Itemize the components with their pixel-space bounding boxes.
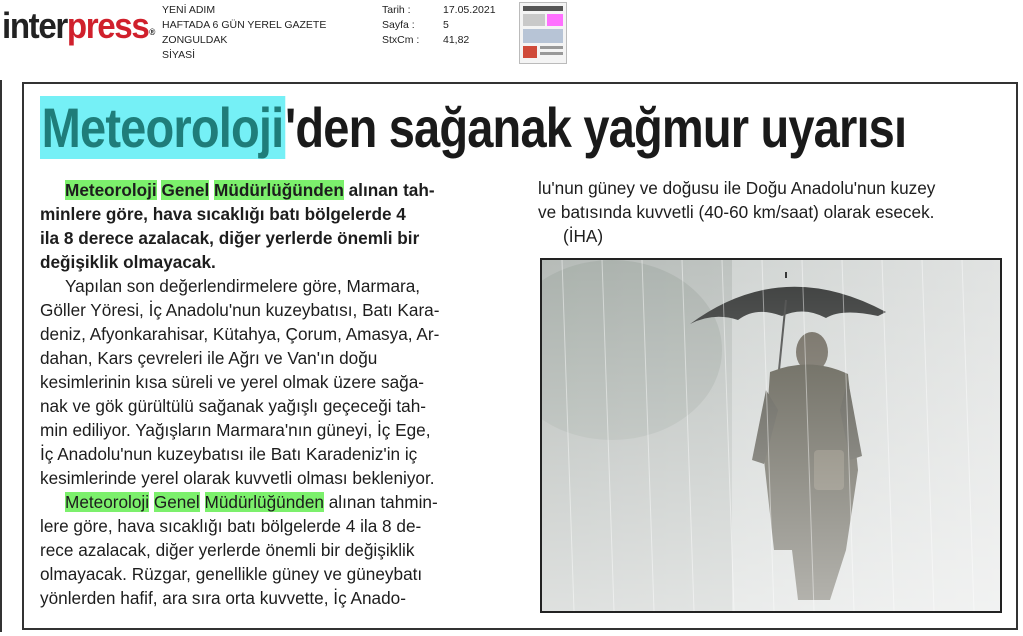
meta-values <box>443 3 496 48</box>
body-line: rece azalacak, diğer yerlerde önemli bir değişiklik <box>40 540 415 560</box>
body-line: dahan, Kars çevreleri ile Ağrı ve Van'ın doğu <box>40 348 378 368</box>
body-line: olmayacak. Rüzgar, genellikle güney ve güneybatı <box>40 564 423 584</box>
registered-mark: ® <box>149 27 155 37</box>
body-line: kesimlerinin kısa süreli ve yerel olmak üzere sağa- <box>40 372 424 392</box>
body-line: kesimlerinde yerel olarak kuvvetli olması bekleniyor. <box>40 468 435 488</box>
lead-line-2: minlere göre, hava sıcaklığı batı bölgelerde 4 <box>40 204 406 224</box>
body-line: lere göre, hava sıcaklığı batı bölgelerde 4 ila 8 de- <box>40 516 422 536</box>
lead-line-4: değişiklik olmayacak. <box>40 252 216 272</box>
body-line: Göller Yöresi, İç Anadolu'nun kuzeybatısı, Batı Kara- <box>40 300 440 320</box>
headline <box>40 88 906 168</box>
page-thumbnail[interactable] <box>519 2 567 64</box>
headline-rest: 'den sağanak yağmur uyarısı <box>285 96 907 159</box>
body-line: İç Anadolu'nun kuzeybatısı ile Batı Karadeniz'in iç <box>40 444 418 464</box>
date-value: 17.05.2021 <box>443 4 496 16</box>
article-column-1 <box>40 178 520 610</box>
article-column-2 <box>538 176 1008 248</box>
meta-labels: Tarih : Sayfa : StxCm : <box>382 4 420 46</box>
body-line: nak ve gök gürültülü sağanak yağışlı geçeceği tah- <box>40 396 427 416</box>
date-label: Tarih <box>382 4 405 16</box>
page-label: Sayfa <box>382 19 409 31</box>
body-line: ve batısında kuvvetli (40-60 km/saat) olarak esecek. <box>538 202 935 222</box>
body-line: lu'nun güney ve doğusu ile Doğu Anadolu'nun kuzey <box>538 178 936 198</box>
publication-category: SİYASİ <box>162 49 196 61</box>
publication-frequency: HAFTADA 6 GÜN YEREL GAZETE <box>162 19 327 31</box>
size-value: 41,82 <box>443 34 470 46</box>
interpress-logo <box>2 6 154 46</box>
agency-credit: (İHA) <box>563 226 604 246</box>
body-line: min ediliyor. Yağışların Marmara'nın güneyi, İç Ege, <box>40 420 431 440</box>
publication-name: YENİ ADIM <box>162 4 216 16</box>
rain-umbrella-photo <box>542 260 1000 611</box>
logo-press: press <box>66 5 149 46</box>
logo-inter: inter <box>2 5 67 46</box>
size-label: StxCm <box>382 34 414 46</box>
body-line: deniz, Afyonkarahisar, Kütahya, Çorum, Amasya, Ar- <box>40 324 440 344</box>
article-photo <box>540 258 1002 613</box>
headline-highlight: Meteoroloji <box>41 96 284 159</box>
left-divider <box>0 80 2 632</box>
page-value: 5 <box>443 19 449 31</box>
body-line: yönlerden hafif, ara sıra orta kuvvette, İç Anado- <box>40 588 406 608</box>
publication-info <box>162 3 326 63</box>
publication-city: ZONGULDAK <box>162 34 228 46</box>
body-line: Yapılan son değerlendirmelere göre, Marmara, <box>65 276 421 296</box>
lead-line-1: Meteoroloji Genel Müdürlüğünden alınan tah- <box>65 180 435 200</box>
lead-line-3: ila 8 derece azalacak, diğer yerlerde önemli bir <box>40 228 420 248</box>
body-line-highlighted: Meteoroloji Genel Müdürlüğünden alınan tahmin- <box>65 492 438 512</box>
